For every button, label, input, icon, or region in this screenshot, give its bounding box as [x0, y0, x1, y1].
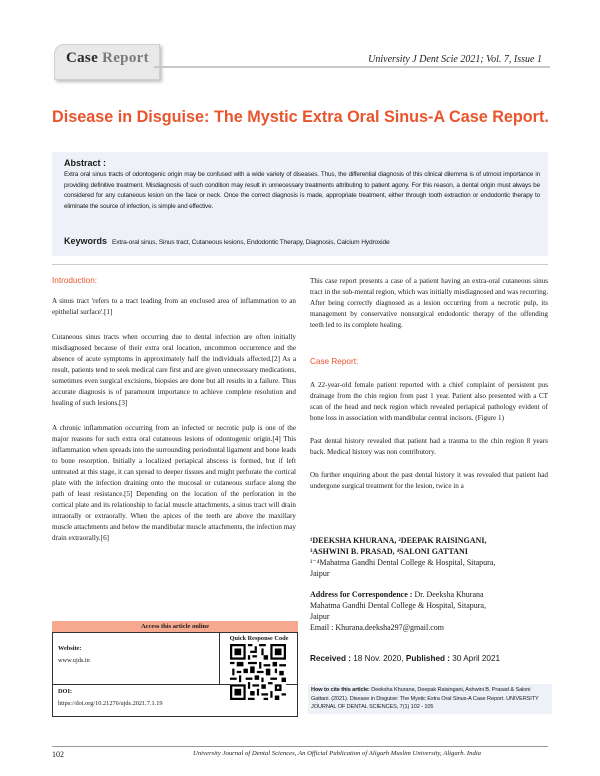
- case-paragraph-3: On further enquiring about the past dental history it was revealed that patient had undergone surgical treatment for the lesion, twice in a: [310, 471, 548, 490]
- received-published-line: [310, 654, 500, 663]
- keywords-text: Extra-oral sinus, Sinus tract, Cutaneous lesions, Endodontic Therapy, Diagnosis, Calcium Hydroxide: [112, 239, 390, 246]
- introduction-body: [52, 296, 296, 552]
- affiliation-city: Jaipur: [310, 569, 330, 578]
- journal-citation: University J Dent Scie 2021; Vol. 7, Issue 1: [368, 54, 542, 65]
- intro-paragraph-2: Cutaneous sinus tracts when occurring due to dental infection are often initially misdiagnosed because of their extra oral location, uncommon occurrence and the absence of acute symptoms in approximately half the individuals affected.[2] As a result, patients tend to seek medical care first and are given unnecessary medications, sometimes even surgical excisions, biopsies are done but all results in a failure. Thus accurate diagnosis is of paramount importance to achieve complete resolution and healing of such lesions.[3]: [52, 333, 296, 407]
- published-date: 30 April 2021: [452, 654, 501, 663]
- header-rule: [154, 66, 550, 68]
- doi-label: DOI:: [58, 688, 72, 695]
- received-label: Received :: [310, 654, 354, 663]
- correspondence-institution: Mahatma Gandhi Dental College & Hospital, Sitapura,: [310, 601, 486, 610]
- abstract-text: Extra oral sinus tracts of odontogenic origin may be confused with a wide variety of diseases. Thus, the differential diagnosis of this clinical dilemma is of utmost importance in providing definitive treatment. Misdiagnosis of such condition may result in unnecessary treatments attributing to patient agony. For this reason, a dental origin must always be considered for any cutaneous lesion on the face or neck. Once the correct diagnosis is made, appropriate treatment, either through tooth extraction or endodontic therapy to eliminate the source of infection, is simple and effective.: [64, 171, 540, 210]
- doi-link[interactable]: https://doi.org/10.21276/ujds.2021.7.1.19: [58, 700, 163, 707]
- citation-label: How to cite this article:: [311, 687, 370, 693]
- page-number: 102: [52, 750, 64, 759]
- case-intro-body: [310, 276, 548, 339]
- qr-code-icon[interactable]: [230, 644, 286, 700]
- correspondence-line: [310, 589, 484, 601]
- case-report-label: [66, 50, 149, 67]
- affiliation-line: ¹⁻⁴Mahatma Gandhi Dental College & Hospital, Sitapura,: [310, 558, 496, 567]
- authors-line-1: ¹DEEKSHA KHURANA, ²DEEPAK RAISINGANI,: [310, 536, 487, 545]
- access-article-bar: Access this article online: [52, 621, 298, 633]
- case-word: Case: [66, 50, 99, 66]
- published-label: Published :: [405, 654, 453, 663]
- case-intro-paragraph: This case report presents a case of a patient having an extra-oral cutaneous sinus tract in the sub-mental region, which was initially misdiagnosed and was recurring. After being correctly diagnosed as a lesion occurring from a necrotic pulp, its management by conservative nonsurgical endodontic therapy of the offending teeth led to its complete healing.: [310, 277, 548, 329]
- case-report-heading: Case Report:: [310, 357, 359, 366]
- correspondence-label: Address for Correspondence :: [310, 590, 413, 599]
- keywords-line: [64, 236, 540, 246]
- case-paragraph-1: A 22-year-old female patient reported with a chief complaint of persistent pus drainage from the chin region from past 1 year. Patient also presented with a CT scan of the head and neck region which revealed periapical pathology evident of bone loss in association with mandibular central incisors. (Figure 1): [310, 381, 548, 422]
- intro-paragraph-3: A chronic inflammation occurring from an infected or necrotic pulp is one of the major reasons for such extra oral cutaneous lesions of odontogenic origin.[4] This inflammation when spreads into the surrounding periodontal ligament and bone leads to bone resorption. Initially a localized periapical abscess is formed, but if left untreated at this stage, it can spread to deeper tissues and might perforate the cortical plate with the infection draining onto the mucosal or cutaneous surface along the path of least resistance.[5] Depending on the location of the perforation in the cortical plate and its relationship to facial muscle attachments, a sinus tract will drain intraorally or extraorally. When the apices of the teeth are above the maxillary muscle attachments and below the mandibular muscle attachments, the infection may drain extraorally.[6]: [52, 424, 296, 542]
- website-label: Website:: [58, 645, 82, 652]
- case-paragraph-2: Past dental history revealed that patient had a trauma to the chin region 8 years back. Medical history was non contributory.: [310, 437, 548, 456]
- case-report-body: [310, 380, 548, 500]
- qr-label: Quick Response Code: [229, 635, 289, 642]
- abstract-heading: Abstract :: [64, 158, 107, 168]
- citation-body: Deeksha Khurana, Deepak Raisingani, Ashwini B. Prasad & Saloni Gattani. (2021). Disease in Disguise: The Mystic Extra Oral Sinus-A Case Report. UNIVERSITY JOURNAL OF DENTAL SCIENCES, 7(1) 102 - 105: [311, 687, 539, 711]
- footer-journal: University Journal of Dental Sciences, An Official Publication of Aligarh Muslim University, Aligarh. India: [192, 750, 482, 757]
- footer-rule: [52, 746, 548, 747]
- correspondence-name: Dr. Deeksha Khurana: [412, 590, 484, 599]
- citation-text: [311, 686, 549, 712]
- report-word: Report: [98, 50, 149, 66]
- authors-line-2: ³ASHWINI B. PRASAD, ⁴SALONI GATTANI: [310, 547, 468, 556]
- correspondence-email[interactable]: Email : Khurana.deeksha297@gmail.com: [310, 623, 444, 632]
- article-title: Disease in Disguise: The Mystic Extra Oral Sinus-A Case Report.: [52, 108, 549, 126]
- introduction-heading: Introduction:: [52, 276, 98, 285]
- intro-paragraph-1: A sinus tract 'refers to a tract leading from an enclosed area of inflammation to an epithelial surface'.[1]: [52, 297, 296, 316]
- received-date: 18 Nov. 2020,: [353, 654, 406, 663]
- correspondence-city: Jaipur: [310, 612, 330, 621]
- keywords-label: Keywords: [64, 236, 108, 246]
- abstract-separator: [52, 264, 548, 265]
- website-link[interactable]: www.ujds.in: [58, 657, 90, 664]
